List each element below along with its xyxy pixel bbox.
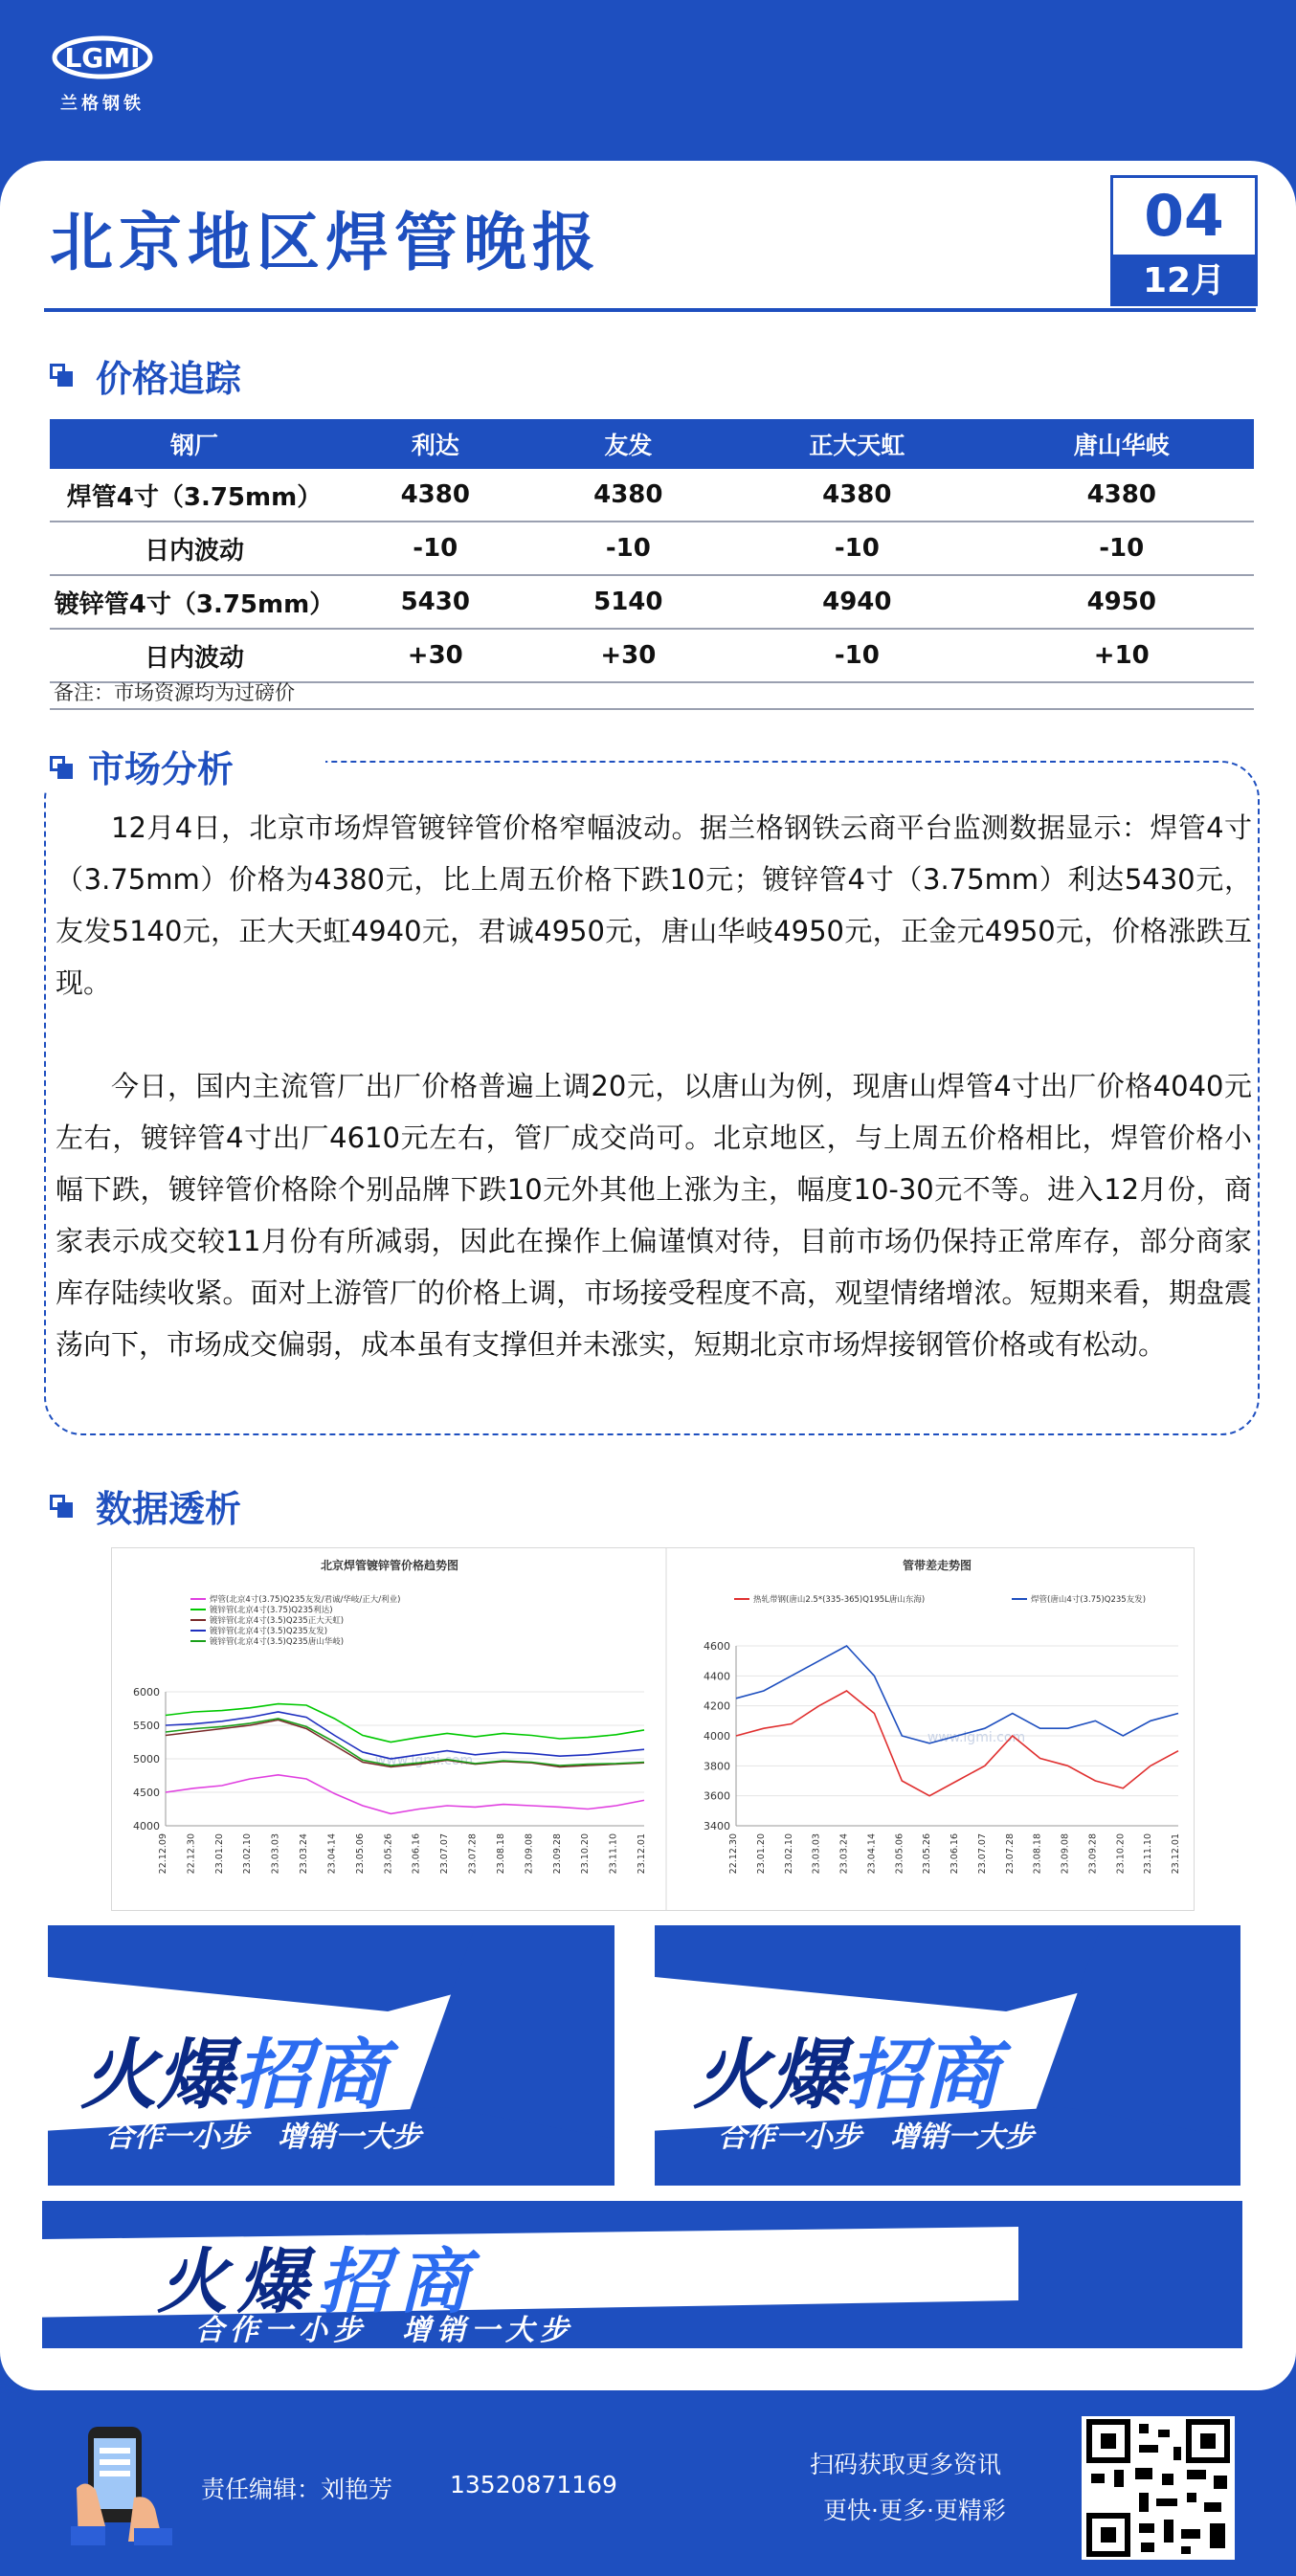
logo-subtitle: 兰格钢铁 — [60, 94, 145, 114]
change-cell: +30 — [532, 629, 726, 682]
change-cell: -10 — [339, 522, 532, 575]
banner-slogan: 合作一小步 增销一大步 — [718, 2121, 1034, 2154]
series-line — [166, 1712, 644, 1759]
x-tick-label: 23.12.01 — [637, 1833, 647, 1875]
series-line — [166, 1704, 644, 1743]
price-cell: 4380 — [725, 469, 989, 522]
x-tick-label: 23.09.28 — [551, 1833, 563, 1875]
page-title: 北京地区焊管晚报 — [50, 206, 601, 279]
banner-headline: 火爆招商 — [80, 2031, 387, 2120]
date-month: 12月 — [1110, 256, 1258, 306]
table-note: 备注：市场资源均为过磅价 — [54, 681, 295, 704]
promo-banner-wide[interactable] — [42, 2201, 1242, 2348]
promo-banner[interactable] — [655, 1925, 1240, 2186]
qr-code[interactable] — [1082, 2416, 1235, 2560]
y-tick-label: 4500 — [133, 1787, 160, 1799]
x-tick-label: 23.09.08 — [524, 1833, 535, 1875]
price-cell: 4380 — [339, 469, 532, 522]
price-table — [50, 419, 1254, 683]
x-tick-label: 23.08.18 — [495, 1833, 506, 1875]
legend-label: 镀锌管(北京4寸(3.75)Q235利达) — [210, 1606, 333, 1615]
legend-label: 镀锌管(北京4寸(3.5)Q235友发) — [210, 1627, 328, 1636]
banner-decor — [1018, 2201, 1242, 2348]
chart-title: 管带差走势图 — [902, 1559, 972, 1572]
footer-editor: 责任编辑：刘艳芳 — [201, 2476, 393, 2503]
charts-panel — [111, 1547, 1195, 1911]
change-cell: +10 — [990, 629, 1254, 682]
price-cell: 4380 — [990, 469, 1254, 522]
price-section-title: 价格追踪 — [96, 358, 242, 400]
note-divider — [50, 708, 1254, 710]
banner-slogan: 合作一小步 增销一大步 — [195, 2314, 574, 2347]
qr-code-icon — [1082, 2416, 1235, 2560]
phone-hand-icon — [67, 2421, 172, 2545]
x-tick-label: 23.07.07 — [976, 1833, 988, 1875]
table-row — [50, 575, 1254, 629]
y-tick-label: 5000 — [133, 1753, 160, 1765]
legend-label: 镀锌管(北京4寸(3.5)Q235唐山华岐) — [210, 1637, 345, 1647]
x-tick-label: 23.03.03 — [811, 1833, 822, 1875]
title-divider — [44, 308, 1256, 312]
x-tick-label: 23.01.20 — [213, 1833, 225, 1875]
banner-headline: 火爆招商 — [157, 2241, 479, 2323]
column-header: 唐山华岐 — [990, 419, 1254, 469]
x-tick-label: 23.09.28 — [1087, 1833, 1099, 1875]
y-tick-label: 5500 — [133, 1720, 160, 1732]
chart-watermark: www.lgmi.com — [374, 1753, 474, 1768]
change-cell: -10 — [532, 522, 726, 575]
series-line — [166, 1775, 644, 1814]
date-day: 04 — [1110, 175, 1258, 257]
section-icon — [50, 1495, 73, 1518]
price-cell: 4940 — [725, 575, 989, 629]
y-tick-label: 4200 — [704, 1699, 730, 1713]
y-tick-label: 4000 — [704, 1730, 730, 1743]
x-tick-label: 23.11.10 — [1143, 1833, 1154, 1875]
y-tick-label: 4000 — [133, 1820, 160, 1832]
data-section-title: 数据透析 — [96, 1488, 242, 1530]
x-tick-label: 23.05.26 — [922, 1833, 933, 1875]
qr-caption-1: 扫码获取更多资讯 — [810, 2451, 1002, 2478]
x-tick-label: 23.03.24 — [838, 1833, 850, 1875]
y-tick-label: 3600 — [704, 1789, 730, 1803]
x-tick-label: 22.12.30 — [186, 1833, 197, 1875]
x-tick-label: 23.05.06 — [354, 1833, 366, 1875]
table-row — [50, 629, 1254, 682]
change-cell: -10 — [725, 629, 989, 682]
legend-label: 焊管(唐山4寸(3.75)Q235友发) — [1031, 1595, 1147, 1605]
x-tick-label: 23.08.18 — [1032, 1833, 1043, 1875]
x-tick-label: 23.05.26 — [383, 1833, 394, 1875]
y-tick-label: 4600 — [704, 1640, 730, 1653]
column-header: 钢厂 — [50, 419, 339, 469]
charts-svg — [112, 1548, 1194, 1910]
series-line — [736, 1646, 1178, 1743]
change-cell: +30 — [339, 629, 532, 682]
legend-label: 镀锌管(北京4寸(3.5)Q235正大天虹) — [210, 1616, 345, 1626]
promo-banner[interactable] — [48, 1925, 614, 2186]
y-tick-label: 3800 — [704, 1760, 730, 1773]
y-tick-label: 4400 — [704, 1670, 730, 1683]
logo-text: LGMI — [64, 42, 141, 74]
chart-watermark: www.lgmi.com — [927, 1730, 1026, 1745]
x-tick-label: 23.07.07 — [439, 1833, 451, 1875]
x-tick-label: 23.02.10 — [783, 1833, 794, 1875]
row-label: 镀锌管4寸（3.75mm） — [50, 575, 339, 629]
price-cell: 4950 — [990, 575, 1254, 629]
row-label: 焊管4寸（3.75mm） — [50, 469, 339, 522]
x-tick-label: 23.03.03 — [270, 1833, 281, 1875]
banner-slogan: 合作一小步 增销一大步 — [105, 2121, 421, 2154]
x-tick-label: 23.10.20 — [580, 1833, 592, 1875]
legend-label: 热轧带钢(唐山2.5*(335-365)Q195L唐山东海) — [753, 1595, 926, 1605]
logo-emblem-icon — [50, 29, 155, 86]
column-header: 利达 — [339, 419, 532, 469]
table-row — [50, 522, 1254, 575]
analysis-paragraph: 今日，国内主流管厂出厂价格普遍上调20元，以唐山为例，现唐山焊管4寸出厂价格4040元左右，镀锌管4寸出厂4610元左右，管厂成交尚可。北京地区，与上周五价格相比，焊管价格小幅下跌，镀锌管价格除个别品牌下跌10元外其他上涨为主，幅度10-30元不等。进入12月份，商家表示成交较11月份有所减弱，因此在操作上偏谨慎对待，目前市场仍保持正常库存，部分商家库存陆续收紧。面对上游管厂的价格上调，市场接受程度不高，观望情绪增浓。短期来看，期盘震荡向下，市场成交偏弱，成本虽有支撑但并未涨实，短期北京市场焊接钢管价格或有松动。 — [56, 1070, 1252, 1361]
price-cell: 4380 — [532, 469, 726, 522]
table-header-row — [50, 419, 1254, 469]
column-header: 正大天虹 — [725, 419, 989, 469]
x-tick-label: 23.12.01 — [1171, 1833, 1181, 1875]
table-row — [50, 469, 1254, 522]
legend-label: 焊管(北京4寸(3.75)Q235友发/君诚/华岐/正大/利业) — [210, 1595, 401, 1605]
x-tick-label: 23.06.16 — [411, 1833, 422, 1875]
x-tick-label: 23.07.28 — [467, 1833, 479, 1875]
footer-phone: 13520871169 — [450, 2471, 617, 2498]
x-tick-label: 23.07.28 — [1004, 1833, 1016, 1875]
price-cell: 5140 — [532, 575, 726, 629]
qr-caption-2: 更快·更多·更精彩 — [823, 2497, 1006, 2524]
x-tick-label: 23.04.14 — [326, 1833, 338, 1875]
x-tick-label: 23.10.20 — [1115, 1833, 1127, 1875]
x-tick-label: 22.12.30 — [728, 1833, 739, 1875]
x-tick-label: 23.03.24 — [299, 1833, 310, 1875]
x-tick-label: 23.11.10 — [608, 1833, 619, 1875]
x-tick-label: 23.09.08 — [1060, 1833, 1071, 1875]
analysis-section-title: 市场分析 — [88, 748, 235, 790]
column-header: 友发 — [532, 419, 726, 469]
x-tick-label: 23.04.14 — [866, 1833, 878, 1875]
change-cell: -10 — [990, 522, 1254, 575]
y-tick-label: 3400 — [704, 1820, 730, 1832]
x-tick-label: 23.01.20 — [755, 1833, 767, 1875]
row-label: 日内波动 — [50, 522, 339, 575]
change-cell: -10 — [725, 522, 989, 575]
analysis-paragraph: 12月4日，北京市场焊管镀锌管价格窄幅波动。据兰格钢铁云商平台监测数据显示：焊管4寸（3.75mm）价格为4380元，比上周五价格下跌10元；镀锌管4寸（3.75mm）利达5430元，友发5140元，正大天虹4940元，君诚4950元，唐山华岐4950元，正金元4950元，价格涨跌互现。 — [56, 811, 1252, 999]
row-label: 日内波动 — [50, 629, 339, 682]
section-icon — [50, 364, 73, 387]
section-icon — [50, 756, 73, 779]
x-tick-label: 23.02.10 — [242, 1833, 254, 1875]
price-cell: 5430 — [339, 575, 532, 629]
brand-logo — [50, 29, 155, 115]
x-tick-label: 22.12.09 — [158, 1833, 168, 1875]
chart-title: 北京焊管镀锌管价格趋势图 — [320, 1559, 459, 1572]
banner-headline: 火爆招商 — [693, 2031, 999, 2120]
x-tick-label: 23.06.16 — [950, 1833, 960, 1875]
x-tick-label: 23.05.06 — [894, 1833, 905, 1875]
y-tick-label: 6000 — [133, 1686, 160, 1699]
